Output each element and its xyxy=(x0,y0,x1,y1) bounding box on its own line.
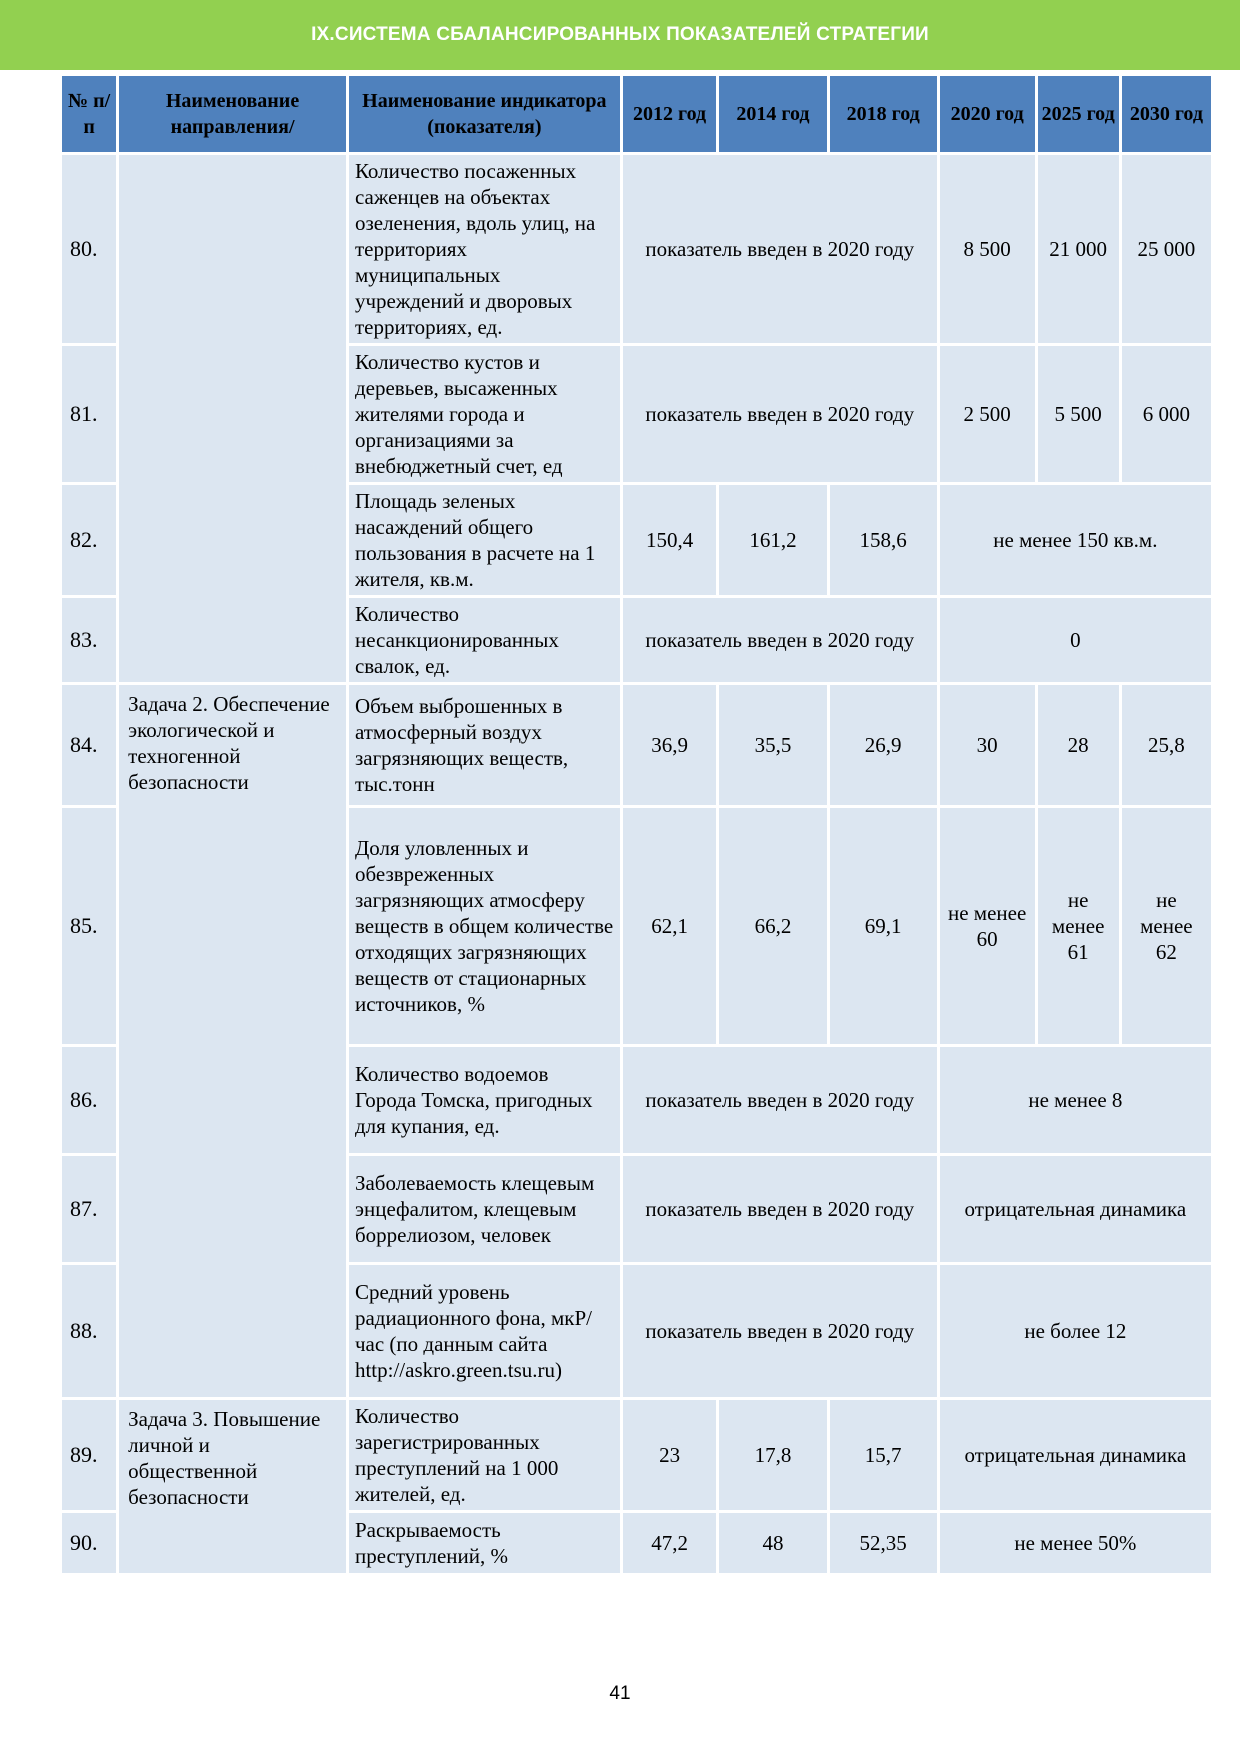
value-2012: 150,4 xyxy=(623,485,717,595)
indicator-name: Средний уровень радиационного фона, мкР/час (по данным сайта http://askro.green.tsu.ru) xyxy=(349,1265,620,1397)
value-2020: 2 500 xyxy=(940,346,1035,482)
header-2012: 2012 год xyxy=(623,76,717,152)
value-2030: не менее 62 xyxy=(1122,808,1211,1044)
row-number: 88. xyxy=(62,1265,116,1397)
future-target: не менее 8 xyxy=(940,1047,1211,1153)
past-note: показатель введен в 2020 году xyxy=(623,155,937,343)
indicator-name: Количество несанкционированных свалок, ед. xyxy=(349,598,620,682)
indicator-name: Количество посаженных саженцев на объектах озеленения, вдоль улиц, на территориях муниципальных учреждений и дворовых территориях, ед. xyxy=(349,155,620,343)
value-2030: 25,8 xyxy=(1122,685,1211,805)
value-2012: 47,2 xyxy=(623,1513,717,1573)
value-2014: 161,2 xyxy=(719,485,826,595)
value-2025: 28 xyxy=(1038,685,1119,805)
value-2012: 36,9 xyxy=(623,685,717,805)
value-2014: 17,8 xyxy=(719,1400,826,1510)
row-number: 83. xyxy=(62,598,116,682)
row-number: 80. xyxy=(62,155,116,343)
header-2014: 2014 год xyxy=(719,76,826,152)
row-number: 85. xyxy=(62,808,116,1044)
row-number: 87. xyxy=(62,1156,116,1262)
direction-task-2: Задача 2. Обеспечение экологической и техногенной безопасности xyxy=(119,685,346,1397)
header-2018: 2018 год xyxy=(830,76,937,152)
indicator-name: Раскрываемость преступлений, % xyxy=(349,1513,620,1573)
header-2025: 2025 год xyxy=(1038,76,1119,152)
indicator-name: Количество водоемов Города Томска, пригодных для купания, ед. xyxy=(349,1047,620,1153)
value-2020: 30 xyxy=(940,685,1035,805)
indicator-name: Площадь зеленых насаждений общего пользования в расчете на 1 жителя, кв.м. xyxy=(349,485,620,595)
page-number: 41 xyxy=(609,1683,631,1704)
value-2018: 52,35 xyxy=(830,1513,937,1573)
future-target: не менее 50% xyxy=(940,1513,1211,1573)
value-2025: не менее 61 xyxy=(1038,808,1119,1044)
future-target: не менее 150 кв.м. xyxy=(940,485,1211,595)
past-note: показатель введен в 2020 году xyxy=(623,346,937,482)
row-number: 84. xyxy=(62,685,116,805)
header-direction: Наименование направления/ xyxy=(119,76,346,152)
past-note: показатель введен в 2020 году xyxy=(623,598,937,682)
value-2018: 69,1 xyxy=(830,808,937,1044)
past-note: показатель введен в 2020 году xyxy=(623,1265,937,1397)
direction-cell-empty xyxy=(119,155,346,682)
header-num: № п/п xyxy=(62,76,116,152)
direction-task-3: Задача 3. Повышение личной и общественной безопасности xyxy=(119,1400,346,1573)
past-note: показатель введен в 2020 году xyxy=(623,1047,937,1153)
indicator-name: Количество зарегистрированных преступлений на 1 000 жителей, ед. xyxy=(349,1400,620,1510)
row-number: 86. xyxy=(62,1047,116,1153)
past-note: показатель введен в 2020 году xyxy=(623,1156,937,1262)
table-row xyxy=(62,155,1211,343)
header-indicator: Наименование индикатора (показателя) xyxy=(349,76,620,152)
value-2030: 25 000 xyxy=(1122,155,1211,343)
value-2020: не менее 60 xyxy=(940,808,1035,1044)
value-2014: 48 xyxy=(719,1513,826,1573)
row-number: 81. xyxy=(62,346,116,482)
value-2030: 6 000 xyxy=(1122,346,1211,482)
scorecard-table xyxy=(59,73,1214,1576)
indicator-name: Заболеваемость клещевым энцефалитом, клещевым боррелиозом, человек xyxy=(349,1156,620,1262)
value-2014: 66,2 xyxy=(719,808,826,1044)
table-row xyxy=(62,1400,1211,1510)
future-target: 0 xyxy=(940,598,1211,682)
indicator-name: Объем выброшенных в атмосферный воздух загрязняющих веществ, тыс.тонн xyxy=(349,685,620,805)
value-2025: 5 500 xyxy=(1038,346,1119,482)
value-2012: 23 xyxy=(623,1400,717,1510)
value-2012: 62,1 xyxy=(623,808,717,1044)
header-2030: 2030 год xyxy=(1122,76,1211,152)
row-number: 90. xyxy=(62,1513,116,1573)
value-2018: 26,9 xyxy=(830,685,937,805)
indicator-name: Количество кустов и деревьев, высаженных жителями города и организациями за внебюджетный счет, ед xyxy=(349,346,620,482)
table-header-row xyxy=(62,76,1211,152)
value-2025: 21 000 xyxy=(1038,155,1119,343)
value-2018: 158,6 xyxy=(830,485,937,595)
value-2020: 8 500 xyxy=(940,155,1035,343)
value-2018: 15,7 xyxy=(830,1400,937,1510)
value-2014: 35,5 xyxy=(719,685,826,805)
future-target: отрицательная динамика xyxy=(940,1400,1211,1510)
indicator-name: Доля уловленных и обезвреженных загрязняющих атмосферу веществ в общем количестве отходящих загрязняющих веществ от стационарных источников, % xyxy=(349,808,620,1044)
table-row xyxy=(62,685,1211,805)
future-target: отрицательная динамика xyxy=(940,1156,1211,1262)
header-2020: 2020 год xyxy=(940,76,1035,152)
future-target: не более 12 xyxy=(940,1265,1211,1397)
row-number: 82. xyxy=(62,485,116,595)
row-number: 89. xyxy=(62,1400,116,1510)
section-title: IX.СИСТЕМА СБАЛАНСИРОВАННЫХ ПОКАЗАТЕЛЕЙ СТРАТЕГИИ xyxy=(311,24,929,45)
